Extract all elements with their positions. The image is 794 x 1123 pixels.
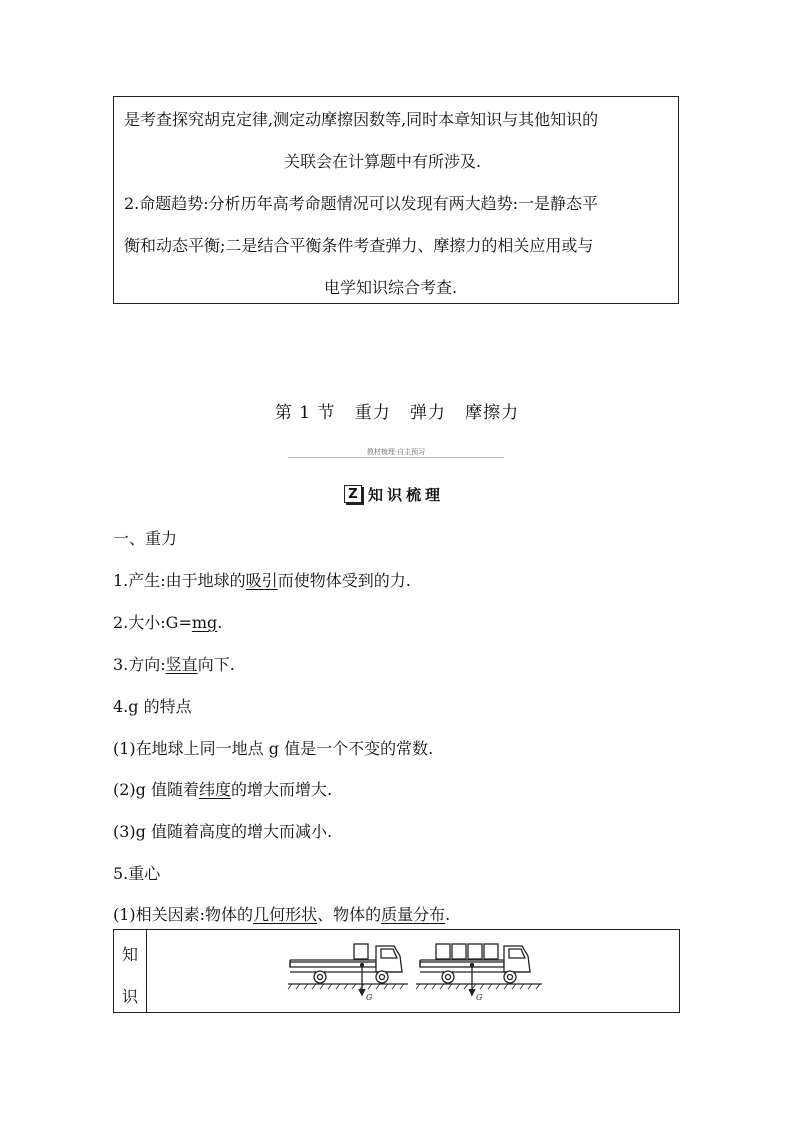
chapter-summary-box (113, 96, 679, 304)
para-g-altitude: (3)g 值随着高度的增大而减小. (113, 822, 333, 841)
para-g-features: 4.g 的特点 (113, 697, 192, 716)
section-title: 第 1 节 重力 弹力 摩擦力 (274, 403, 520, 423)
para-text: 3.方向: (113, 655, 166, 674)
summary-line-3: 2.命题趋势:分析历年高考命题情况可以发现有两大趋势:一是静态平 (124, 194, 599, 213)
g-label-left: G (366, 993, 373, 1002)
para-related-factors (113, 902, 450, 925)
para-text: 向下. (197, 655, 235, 674)
z-badge-icon: Z (344, 485, 362, 503)
table-label-top: 知 (122, 945, 139, 964)
para-g-latitude (113, 777, 332, 800)
answer-blank: mg (191, 613, 218, 632)
knowledge-review-badge (344, 484, 444, 504)
para-text: (1)相关因素:物体的 (113, 905, 254, 924)
para-center-of-gravity: 5.重心 (113, 864, 161, 883)
section-subtitle: 教材梳理·自主预习 (366, 448, 426, 456)
para-direction (113, 652, 235, 675)
summary-line-4: 衡和动态平衡;二是结合平衡条件考查弹力、摩擦力的相关应用或与 (124, 236, 594, 255)
para-text: 而使物体受到的力. (277, 571, 411, 590)
para-text: . (217, 613, 223, 632)
answer-blank: 几何形状 (253, 905, 318, 924)
para-text: 1.产生:由于地球的 (113, 571, 246, 590)
table-label-cell (114, 930, 147, 1012)
answer-blank: 质量分布 (381, 905, 446, 924)
para-text: 2.大小:G= (113, 613, 192, 632)
heading-gravity: 一、重力 (113, 529, 178, 548)
summary-line-1: 是考查探究胡克定律,测定动摩擦因数等,同时本章知识与其他知识的 (124, 110, 599, 129)
summary-line-5: 电学知识综合考查. (324, 278, 458, 297)
table-label-bottom: 识 (122, 987, 139, 1006)
para-text: . (445, 905, 451, 924)
answer-blank: 竖直 (165, 655, 198, 674)
badge-label: 知识梳理 (368, 485, 445, 504)
subtitle-divider (288, 457, 504, 458)
trucks-center-of-gravity-figure (286, 934, 546, 1006)
answer-blank: 纬度 (199, 780, 232, 799)
answer-blank: 吸引 (245, 571, 278, 590)
summary-line-2: 关联会在计算题中有所涉及. (284, 152, 482, 171)
para-g-constant: (1)在地球上同一地点 g 值是一个不变的常数. (113, 739, 434, 758)
para-text: (2)g 值随着 (113, 780, 199, 799)
g-label-right: G (476, 993, 483, 1002)
para-text: 的增大而增大. (231, 780, 333, 799)
para-text: 、物体的 (317, 905, 382, 924)
para-magnitude (113, 610, 222, 633)
para-origin (113, 568, 411, 591)
